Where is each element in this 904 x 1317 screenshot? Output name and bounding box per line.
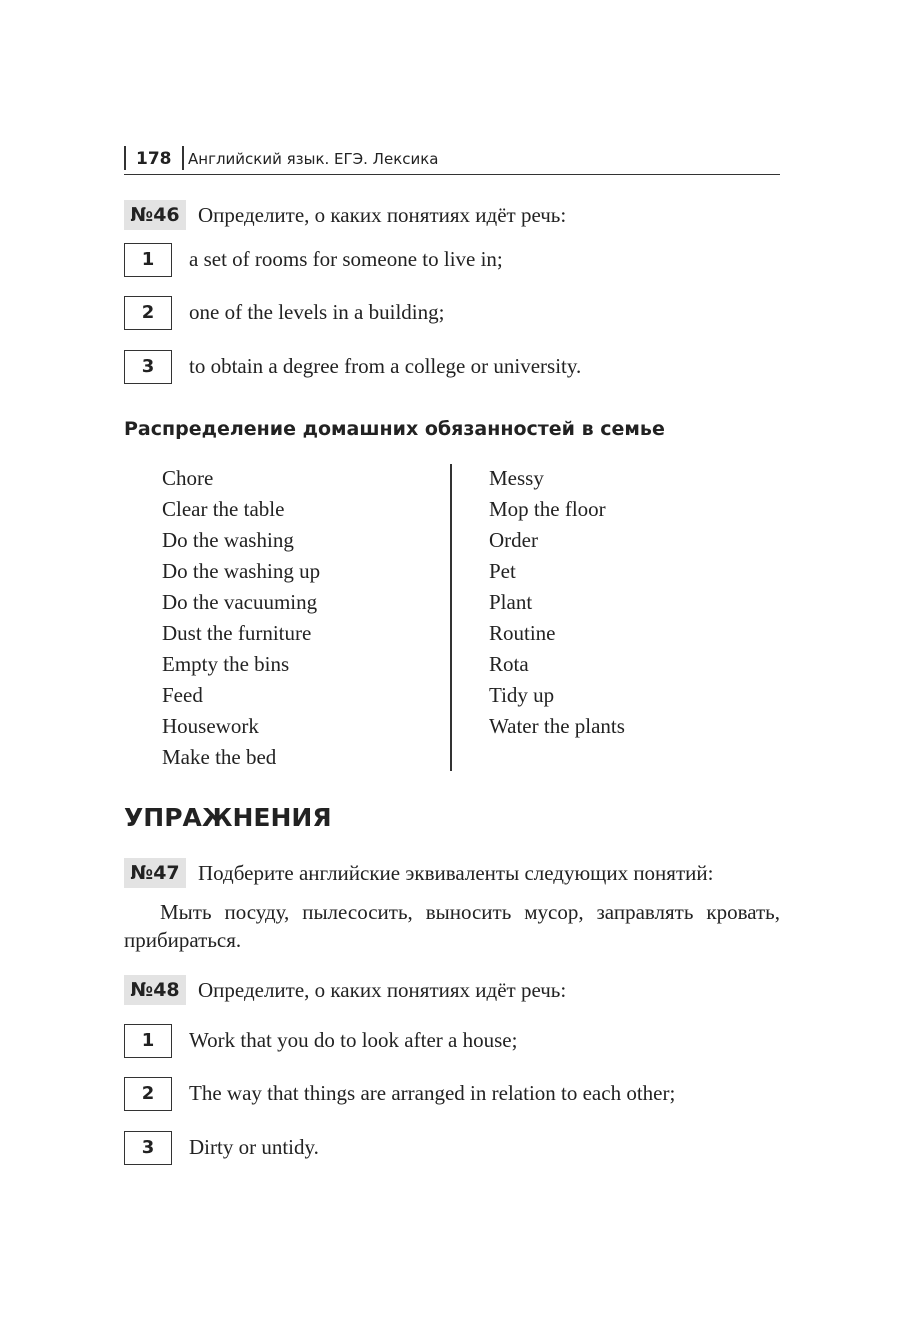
column-divider: [450, 464, 452, 771]
vocab-word: Do the washing: [162, 528, 294, 552]
running-title: Английский язык. ЕГЭ. Лексика: [188, 150, 439, 168]
ex48-item-1-text: Work that you do to look after a house;: [189, 1028, 518, 1052]
exercise-46-title: Определите, о каких понятиях идёт речь:: [198, 203, 567, 227]
ex48-item-3-number: 3: [124, 1131, 172, 1165]
exercise-46-tag: №46: [124, 200, 186, 230]
vocab-word: Clear the table: [162, 497, 285, 521]
vocab-word: Empty the bins: [162, 652, 290, 676]
vocab-word: Chore: [162, 466, 214, 490]
exercise-47-tag: №47: [124, 858, 186, 888]
page-number: 178: [124, 146, 184, 170]
ex46-item-3-number: 3: [124, 350, 172, 384]
vocab-left-column: [162, 463, 320, 773]
vocab-word: Order: [489, 528, 538, 552]
exercises-heading: УПРАЖНЕНИЯ: [124, 803, 332, 832]
exercise-47-text: Мыть посуду, пылесосить, выносить мусор, заправлять кровать, прибираться.: [124, 900, 780, 952]
exercise-47-title: Подберите английские эквиваленты следующих понятий:: [198, 861, 714, 885]
exercise-48-tag: №48: [124, 975, 186, 1005]
vocab-word: Housework: [162, 714, 259, 738]
exercise-48-title: Определите, о каких понятиях идёт речь:: [198, 978, 567, 1002]
ex48-item-1-number: 1: [124, 1024, 172, 1058]
ex46-item-1-text: a set of rooms for someone to live in;: [189, 247, 503, 271]
vocab-word: Plant: [489, 590, 533, 614]
ex46-item-2-text: one of the levels in a building;: [189, 300, 445, 324]
page-header: [124, 146, 780, 175]
ex48-item-3-text: Dirty or untidy.: [189, 1135, 319, 1159]
vocab-word: Make the bed: [162, 745, 277, 769]
vocab-word: Water the plants: [489, 714, 625, 738]
ex46-item-2-number: 2: [124, 296, 172, 330]
ex46-item-1-number: 1: [124, 243, 172, 277]
vocab-word: Do the washing up: [162, 559, 321, 583]
ex48-item-2-text: The way that things are arranged in relation to each other;: [189, 1081, 676, 1105]
vocab-word: Tidy up: [489, 683, 555, 707]
vocab-heading: Распределение домашних обязанностей в семье: [124, 418, 665, 440]
ex46-item-3-text: to obtain a degree from a college or university.: [189, 354, 582, 378]
vocab-word: Do the vacuuming: [162, 590, 318, 614]
vocab-word: Feed: [162, 683, 203, 707]
ex48-item-2-number: 2: [124, 1077, 172, 1111]
vocab-word: Rota: [489, 652, 529, 676]
vocab-right-column: [489, 463, 625, 742]
vocab-word: Pet: [489, 559, 516, 583]
vocab-word: Messy: [489, 466, 544, 490]
vocab-word: Routine: [489, 621, 556, 645]
vocab-word: Dust the furniture: [162, 621, 312, 645]
vocab-word: Mop the floor: [489, 497, 606, 521]
